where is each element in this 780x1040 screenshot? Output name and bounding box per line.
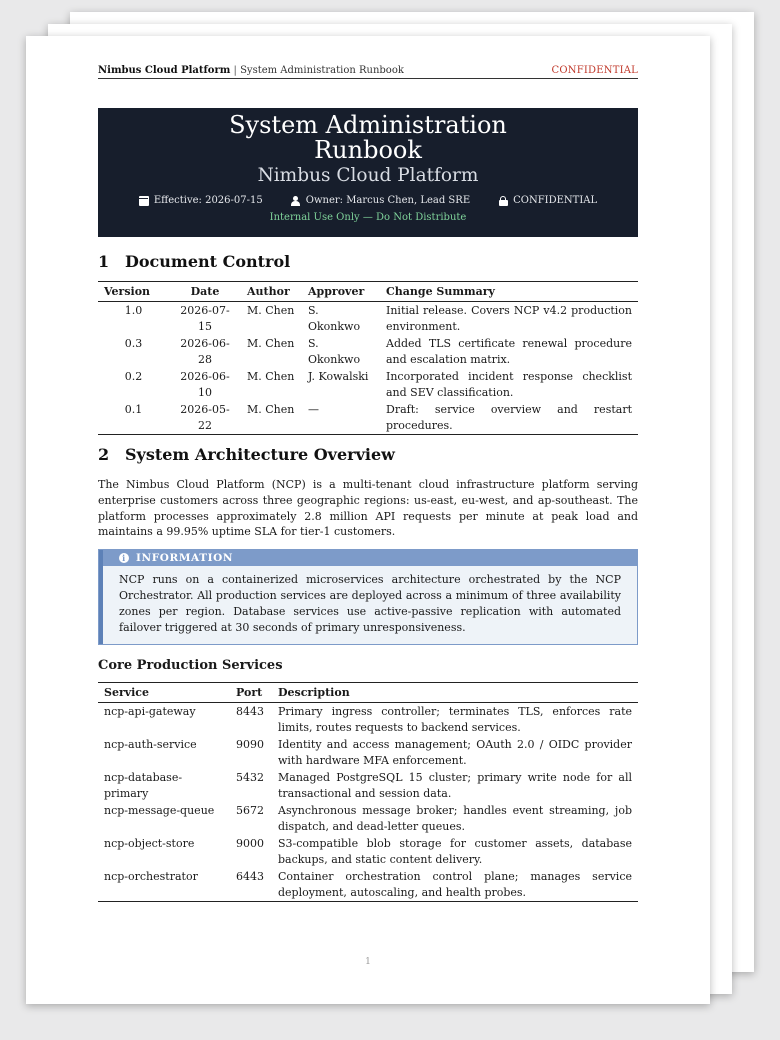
col-author: Author	[247, 285, 290, 298]
effective-date	[139, 195, 263, 206]
section-2-heading	[98, 445, 395, 464]
page-number: 1	[365, 957, 371, 967]
date-cell: 2026-07-15	[180, 304, 230, 333]
table-row	[98, 802, 638, 835]
service-name-cell: ncp-api-gateway	[104, 705, 196, 718]
section-number: 1	[98, 252, 110, 271]
service-name-cell: ncp-object-store	[104, 837, 195, 850]
header-doc-title: System Administration Runbook	[240, 65, 404, 76]
version-cell: 1.0	[124, 304, 143, 317]
service-name-cell: ncp-auth-service	[104, 738, 197, 751]
description-cell: Container orchestration control plane; manages service deployment, autoscaling, and health probes.	[278, 870, 632, 899]
port-cell: 8443	[236, 705, 264, 718]
approver-cell: S. Okonkwo	[308, 337, 361, 366]
classification	[498, 195, 597, 206]
table-row	[98, 302, 638, 336]
header-classification: CONFIDENTIAL	[551, 65, 638, 76]
col-version: Version	[104, 285, 151, 298]
date-cell: 2026-06-10	[180, 370, 230, 399]
col-description: Description	[278, 686, 350, 699]
table-header-row	[98, 683, 638, 703]
description-cell: Managed PostgreSQL 15 cluster; primary write node for all transactional and session data.	[278, 771, 632, 800]
section-title: System Architecture Overview	[125, 445, 395, 464]
port-cell: 6443	[236, 870, 264, 883]
distribution-note: Internal Use Only — Do Not Distribute	[269, 212, 467, 223]
date-cell: 2026-06-28	[180, 337, 230, 366]
service-name-cell: ncp-message-queue	[104, 804, 215, 817]
description-cell: S3-compatible blob storage for customer assets, database backups, and static content delivery.	[278, 837, 632, 866]
document-control-rows	[98, 302, 638, 435]
title-banner	[98, 108, 638, 237]
table-row	[98, 335, 638, 368]
info-icon: i	[119, 553, 129, 563]
col-service: Service	[104, 686, 150, 699]
port-cell: 9090	[236, 738, 264, 751]
callout-accent-bar	[99, 550, 103, 644]
document-page	[26, 36, 710, 1004]
port-cell: 5672	[236, 804, 264, 817]
user-icon	[291, 196, 301, 206]
table-row	[98, 769, 638, 802]
port-cell: 5432	[236, 771, 264, 784]
version-cell: 0.2	[124, 370, 143, 383]
running-header	[98, 65, 638, 79]
callout-text: NCP runs on a containerized microservices architecture orchestrated by the NCP Orchestrator. All production services are deployed across a minimum of three availability zones per region. Database services use active-passive replication with automated failover triggered at 30 seconds of primary unresponsiveness.	[119, 573, 621, 634]
version-cell: 0.3	[124, 337, 143, 350]
table-row	[98, 368, 638, 401]
architecture-paragraph: The Nimbus Cloud Platform (NCP) is a multi-tenant cloud infrastructure platform serving enterprise customers across three geographic regions: us-east, eu-west, and ap-southeast. The platform processes approximately 2.8 million API requests per minute at peak load and maintains a 99.95% uptime SLA for tier-1 customers.	[98, 478, 638, 539]
owner-text: Owner: Marcus Chen, Lead SRE	[305, 195, 471, 206]
lock-icon	[498, 196, 508, 206]
summary-cell: Draft: service overview and restart procedures.	[386, 403, 632, 432]
document-control-table	[98, 281, 638, 435]
running-header-left	[98, 65, 404, 76]
banner-meta	[98, 195, 638, 206]
services-heading: Core Production Services	[98, 658, 283, 673]
banner-subtitle: Nimbus Cloud Platform	[257, 165, 479, 186]
effective-date-text: Effective: 2026-07-15	[153, 195, 263, 206]
description-cell: Identity and access management; OAuth 2.0 / OIDC provider with hardware MFA enforcement.	[278, 738, 632, 767]
date-cell: 2026-05-22	[180, 403, 230, 432]
author-cell: M. Chen	[247, 337, 295, 350]
callout-label: INFORMATION	[136, 552, 234, 564]
table-row	[98, 401, 638, 435]
core-services-rows	[98, 703, 638, 902]
callout-header	[99, 550, 637, 566]
col-date: Date	[190, 285, 220, 298]
summary-cell: Added TLS certificate renewal procedure and escalation matrix.	[386, 337, 632, 366]
service-name-cell: ncp-database-primary	[104, 771, 183, 800]
table-row	[98, 868, 638, 902]
version-cell: 0.1	[124, 403, 143, 416]
banner-title-line1: System Administration	[229, 111, 507, 139]
banner-title	[98, 113, 638, 163]
table-row	[98, 703, 638, 737]
calendar-icon	[139, 196, 149, 206]
classification-text: CONFIDENTIAL	[513, 195, 598, 206]
information-callout	[98, 549, 638, 645]
section-number: 2	[98, 445, 110, 464]
author-cell: M. Chen	[247, 304, 295, 317]
summary-cell: Initial release. Covers NCP v4.2 production environment.	[386, 304, 632, 333]
header-separator: |	[233, 65, 237, 76]
table-row	[98, 835, 638, 868]
author-cell: M. Chen	[247, 403, 295, 416]
port-cell: 9000	[236, 837, 264, 850]
approver-cell: —	[308, 403, 319, 416]
section-1-heading	[98, 252, 290, 271]
service-name-cell: ncp-orchestrator	[104, 870, 198, 883]
description-cell: Primary ingress controller; terminates TLS, enforces rate limits, routes requests to backend services.	[278, 705, 632, 734]
table-header-row	[98, 282, 638, 302]
section-title: Document Control	[125, 252, 291, 271]
table-row	[98, 736, 638, 769]
summary-cell: Incorporated incident response checklist and SEV classification.	[386, 370, 632, 399]
owner	[291, 195, 470, 206]
author-cell: M. Chen	[247, 370, 295, 383]
header-org: Nimbus Cloud Platform	[98, 65, 231, 76]
core-services-table	[98, 682, 638, 902]
approver-cell: J. Kowalski	[308, 370, 369, 383]
approver-cell: S. Okonkwo	[308, 304, 361, 333]
banner-title-line2: Runbook	[314, 136, 422, 164]
col-approver: Approver	[308, 285, 365, 298]
col-change-summary: Change Summary	[386, 285, 495, 298]
col-port: Port	[236, 686, 263, 699]
description-cell: Asynchronous message broker; handles event streaming, job dispatch, and dead-letter queues.	[278, 804, 632, 833]
